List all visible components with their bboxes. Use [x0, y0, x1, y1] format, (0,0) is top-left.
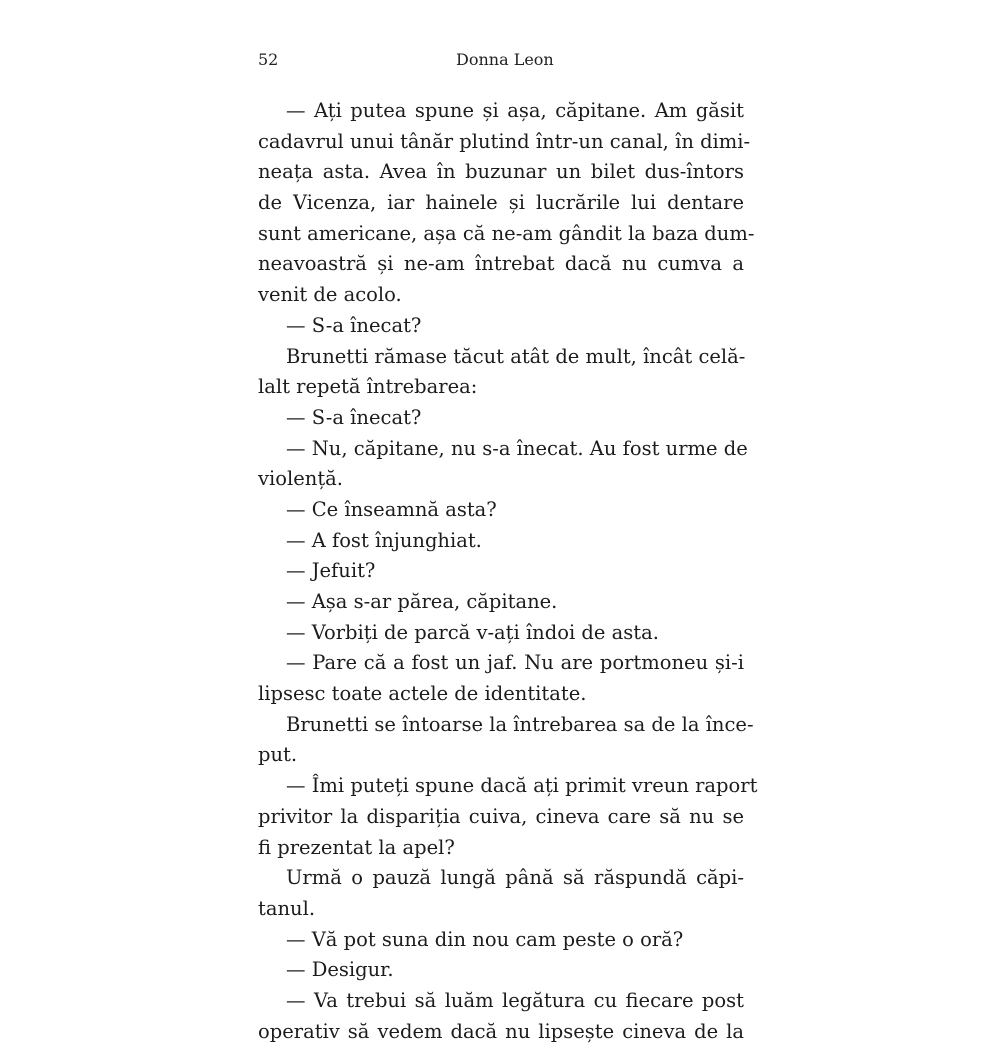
text-line: lipsesc toate actele de identitate.: [258, 682, 587, 706]
text-line: neața asta. Avea în buzunar un bilet dus-întors: [258, 160, 744, 184]
text-line: fi prezentat la apel?: [258, 835, 455, 859]
text-line: privitor la dispariția cuiva, cineva care să nu se: [258, 804, 744, 828]
text-line: tanul.: [258, 896, 316, 920]
text-line: de Vicenza, iar hainele și lucrările lui dentare: [258, 191, 744, 215]
text-line: — A fost înjunghiat.: [286, 528, 482, 552]
text-line: — Vă pot suna din nou cam peste o oră?: [286, 927, 684, 951]
text-line: Brunetti se întoarse la întrebarea sa de la înce-: [286, 712, 754, 736]
text-line: — Vorbiți de parcă v-ați îndoi de asta.: [286, 620, 659, 644]
text-line: cadavrul unui tânăr plutind într-un canal, în dimi-: [258, 129, 751, 153]
text-line: — Ce înseamnă asta?: [286, 497, 497, 521]
text-line: — Jefuit?: [286, 559, 376, 583]
text-line: — S-a înecat?: [286, 405, 422, 429]
text-line: — Nu, căpitane, nu s-a înecat. Au fost urme de: [286, 436, 748, 460]
text-line: put.: [258, 743, 298, 767]
text-line: venit de acolo.: [258, 283, 402, 307]
body-text: [258, 96, 758, 1047]
page-number: 52: [258, 50, 279, 69]
text-line: — Așa s-ar părea, căpitane.: [286, 590, 558, 613]
text-line: — Desigur.: [286, 958, 394, 982]
text-line: — Va trebui să luăm legătura cu fiecare post: [286, 988, 744, 1012]
text-line: lalt repetă întrebarea:: [258, 375, 478, 399]
text-line: Brunetti rămase tăcut atât de mult, încât celă-: [286, 344, 746, 368]
text-line: — S-a înecat?: [286, 313, 422, 337]
text-line: — Îmi puteți spune dacă ați primit vreun raport: [286, 774, 758, 798]
text-line: — Ați putea spune și așa, căpitane. Am găsit: [286, 99, 744, 122]
text-line: violență.: [258, 467, 343, 491]
text-line: sunt americane, așa că ne-am gândit la baza dum-: [258, 221, 755, 245]
text-line: — Pare că a fost un jaf. Nu are portmoneu și-i: [286, 651, 744, 675]
page-header: [258, 50, 744, 74]
text-line: Urmă o pauză lungă până să răspundă căpi-: [286, 866, 744, 890]
text-line: operativ să vedem dacă nu lipsește cineva de la: [258, 1019, 744, 1043]
text-line: neavoastră și ne-am întrebat dacă nu cumva a: [258, 252, 744, 276]
running-head-author: Donna Leon: [456, 50, 554, 69]
